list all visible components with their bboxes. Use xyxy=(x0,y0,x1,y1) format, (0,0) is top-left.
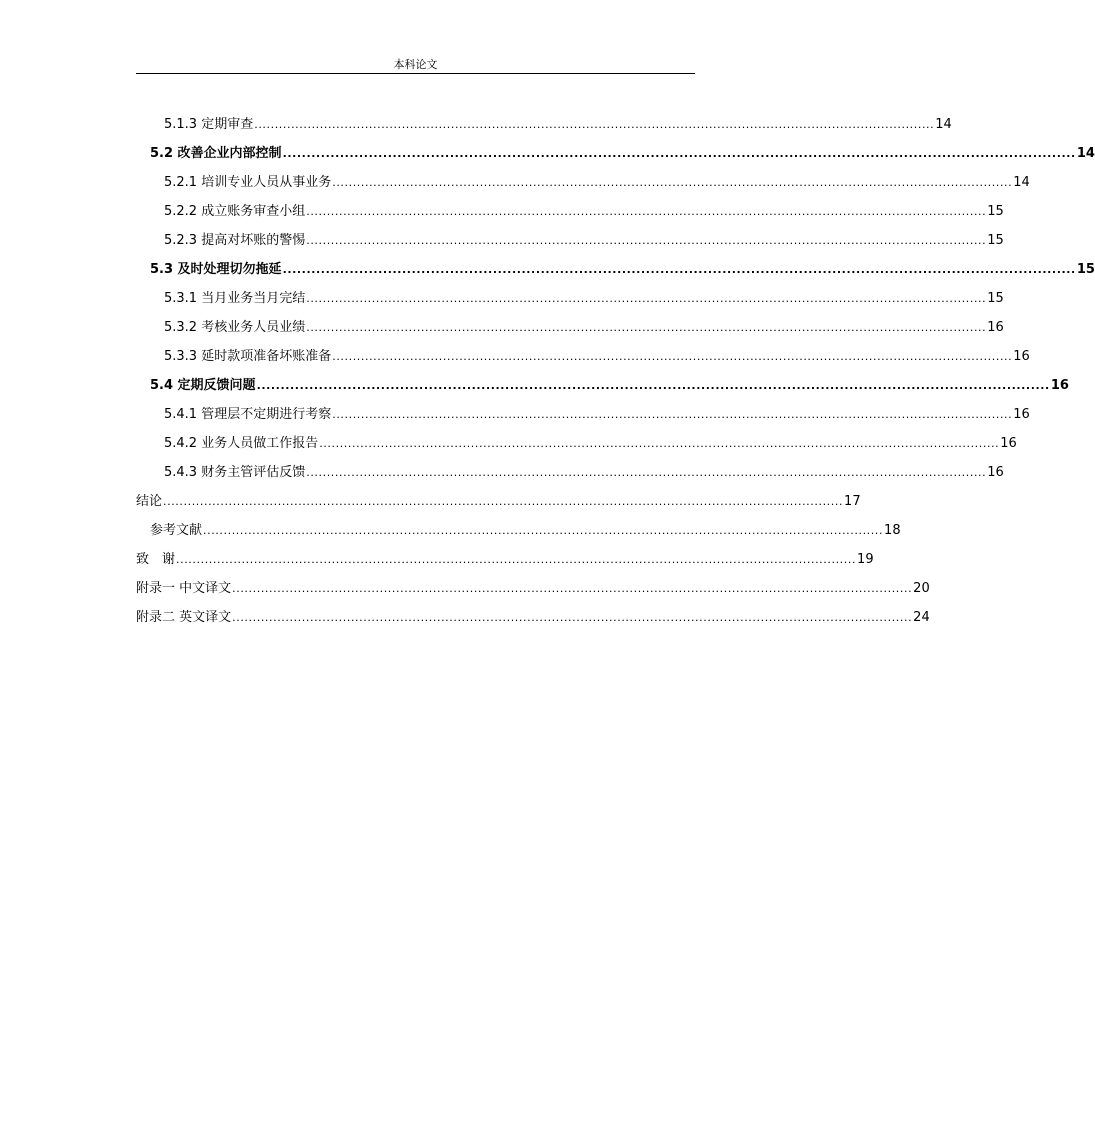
toc-entry[interactable] xyxy=(164,347,1030,367)
toc-entry-label: 附录一 中文译文 xyxy=(136,581,232,596)
toc-leader: ...................................................................................................................................................................... xyxy=(332,408,1013,421)
toc-entry-label: 5.3 及时处理切勿拖延 xyxy=(150,262,282,277)
toc-page-number: 15 xyxy=(1076,262,1095,277)
toc-leader: ...................................................................................................................................................................... xyxy=(306,234,987,247)
toc-entry[interactable] xyxy=(164,318,1004,338)
toc-leader: ...................................................................................................................................................................... xyxy=(176,553,857,566)
toc-entry-label: 5.4.1 管理层不定期进行考察 xyxy=(164,407,332,422)
toc-entry-label: 结论 xyxy=(136,494,163,509)
toc-entry-label: 5.2 改善企业内部控制 xyxy=(150,146,282,161)
toc-entry[interactable] xyxy=(150,144,1095,164)
toc-entry[interactable] xyxy=(150,376,1069,396)
toc-page-number: 19 xyxy=(857,552,874,567)
toc-leader: ...................................................................................................................................................................... xyxy=(306,292,987,305)
toc-leader: ...................................................................................................................................................................... xyxy=(203,524,884,537)
toc-entry[interactable] xyxy=(150,260,1095,280)
toc-entry-label: 5.2.1 培训专业人员从事业务 xyxy=(164,175,332,190)
toc-entry-label: 致 谢 xyxy=(136,552,176,567)
toc-page-number: 17 xyxy=(844,494,861,509)
toc-entry-label: 参考文献 xyxy=(150,523,203,538)
header-rule xyxy=(136,73,695,74)
toc-page-number: 16 xyxy=(987,320,1004,335)
toc-page-number: 16 xyxy=(987,465,1004,480)
toc-leader: ...................................................................................................................................................................... xyxy=(256,379,1050,392)
toc-leader: ...................................................................................................................................................................... xyxy=(332,350,1013,363)
toc-leader: ...................................................................................................................................................................... xyxy=(282,263,1076,276)
toc-page-number: 16 xyxy=(1013,349,1030,364)
toc-page-number: 14 xyxy=(935,117,952,132)
toc-leader: ...................................................................................................................................................................... xyxy=(306,321,987,334)
toc-entry-label: 5.2.2 成立账务审查小组 xyxy=(164,204,306,219)
toc-page-number: 15 xyxy=(987,233,1004,248)
toc-leader: ...................................................................................................................................................................... xyxy=(254,118,935,131)
toc-page-number: 15 xyxy=(987,204,1004,219)
toc-entry[interactable] xyxy=(136,579,930,599)
toc-entry-label: 5.4 定期反馈问题 xyxy=(150,378,256,393)
toc-entry[interactable] xyxy=(136,492,861,512)
toc-page-number: 15 xyxy=(987,291,1004,306)
toc-leader: ...................................................................................................................................................................... xyxy=(319,437,1000,450)
toc-entry[interactable] xyxy=(150,521,901,541)
toc-entry[interactable] xyxy=(136,550,874,570)
toc-entry[interactable] xyxy=(164,202,1004,222)
toc-leader: ...................................................................................................................................................................... xyxy=(306,205,987,218)
toc-page-number: 24 xyxy=(913,610,930,625)
toc-leader: ...................................................................................................................................................................... xyxy=(282,147,1076,160)
toc-entry-label: 5.4.3 财务主管评估反馈 xyxy=(164,465,306,480)
toc-entry-label: 5.4.2 业务人员做工作报告 xyxy=(164,436,319,451)
toc-entry[interactable] xyxy=(164,405,1030,425)
page-header-title: 本科论文 xyxy=(393,58,438,71)
toc-page-number: 16 xyxy=(1000,436,1017,451)
toc-page-number: 16 xyxy=(1050,378,1069,393)
toc-entry-label: 5.2.3 提高对坏账的警惕 xyxy=(164,233,306,248)
toc-page-number: 18 xyxy=(884,523,901,538)
toc-page-number: 20 xyxy=(913,581,930,596)
toc-page-number: 14 xyxy=(1076,146,1095,161)
toc-leader: ...................................................................................................................................................................... xyxy=(163,495,844,508)
toc-page-number: 14 xyxy=(1013,175,1030,190)
toc-entry-label: 5.3.2 考核业务人员业绩 xyxy=(164,320,306,335)
toc-entry[interactable] xyxy=(164,289,1004,309)
toc-leader: ...................................................................................................................................................................... xyxy=(306,466,987,479)
toc-entry-label: 5.3.1 当月业务当月完结 xyxy=(164,291,306,306)
toc-page-number: 16 xyxy=(1013,407,1030,422)
toc-leader: ...................................................................................................................................................................... xyxy=(332,176,1013,189)
toc-entry-label: 附录二 英文译文 xyxy=(136,610,232,625)
toc-entry[interactable] xyxy=(136,608,930,628)
toc-entry-label: 5.3.3 延时款项准备坏账准备 xyxy=(164,349,332,364)
toc-entry[interactable] xyxy=(164,434,1017,454)
toc-entry[interactable] xyxy=(164,115,952,135)
toc-entry[interactable] xyxy=(164,463,1004,483)
toc-leader: ...................................................................................................................................................................... xyxy=(232,611,913,624)
toc-entry[interactable] xyxy=(164,173,1030,193)
toc-entry-label: 5.1.3 定期审查 xyxy=(164,117,254,132)
toc-entry[interactable] xyxy=(164,231,1004,251)
toc-leader: ...................................................................................................................................................................... xyxy=(232,582,913,595)
